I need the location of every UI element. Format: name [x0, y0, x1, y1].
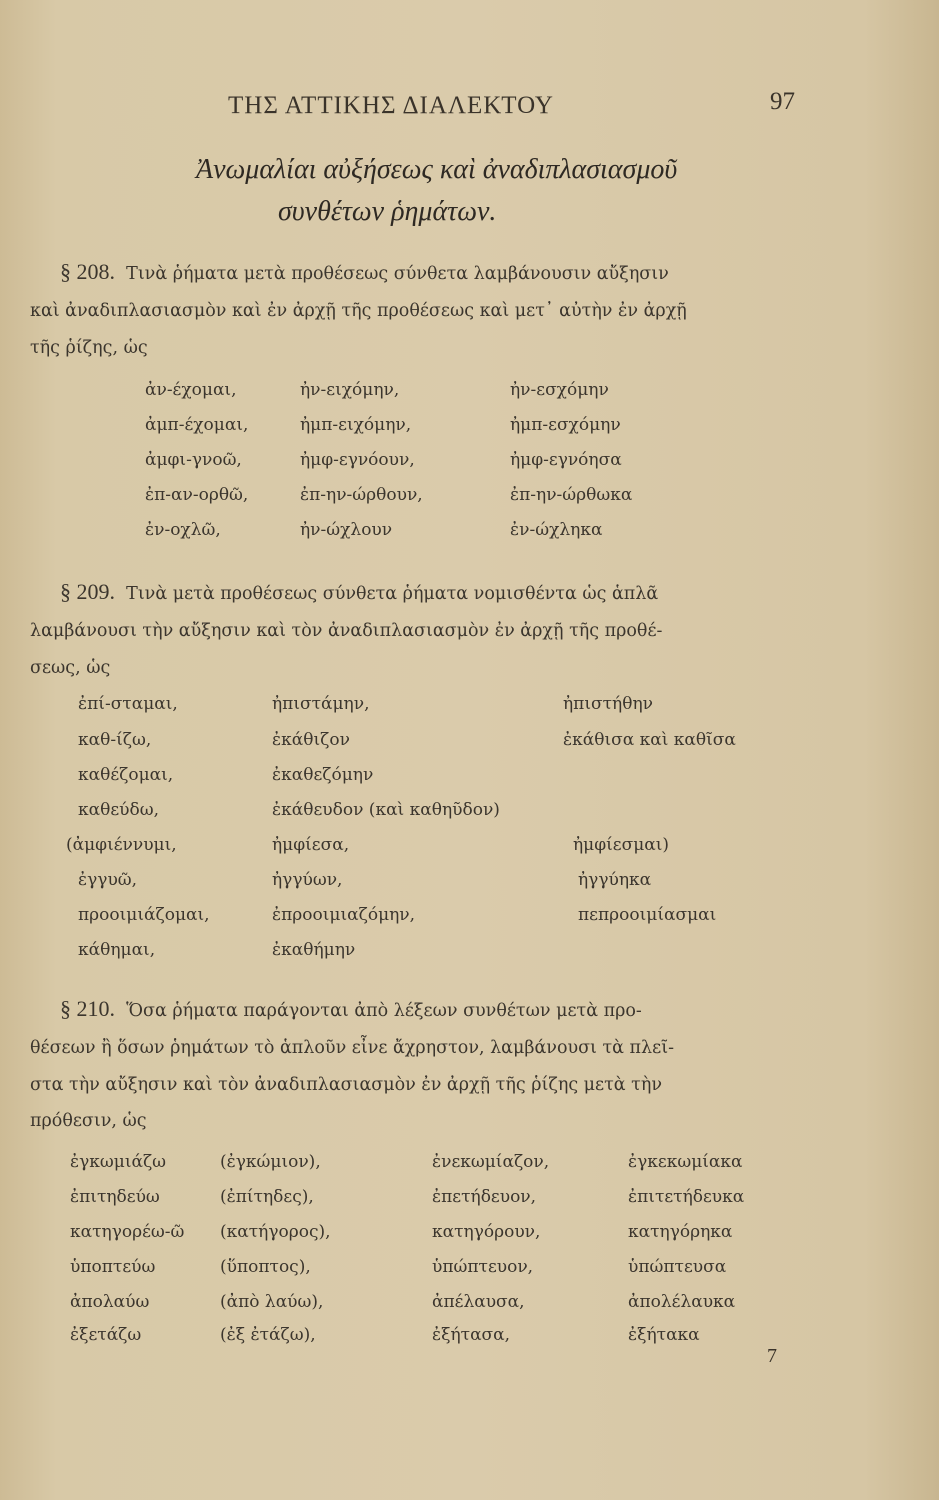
s209-r1-c2: ἠπιστάμην,	[272, 694, 370, 714]
s209-r4-c1: καθεύδω,	[78, 800, 159, 820]
s209-r3-c2: ἐκαθεζόμην	[272, 765, 374, 785]
section-209-line-2: λαμβάνουσι τὴν αὔξησιν καὶ τὸν ἀναδιπλασιασμὸν ἐν ἀρχῇ τῆς προθέ-	[30, 621, 663, 641]
s210-r1-c2: (ἐγκώμιον),	[220, 1152, 321, 1172]
s208-r5-c1: ἐν-οχλῶ,	[145, 520, 221, 540]
s210-r6-c2: (ἐξ ἐτάζω),	[220, 1325, 316, 1345]
section-209-mark: § 209.	[60, 579, 115, 604]
s209-r6-c1: ἐγγυῶ,	[78, 870, 138, 890]
s209-r5-c2: ἠμφίεσα,	[272, 835, 350, 855]
s208-r1-c2: ἠν-ειχόμην,	[300, 380, 400, 400]
s209-r4-c2: ἐκάθευδον (καὶ καθηῦδον)	[272, 800, 500, 820]
s210-r1-c3: ἐνεκωμίαζον,	[432, 1152, 550, 1172]
section-208-line-2: καὶ ἀναδιπλασιασμὸν καὶ ἐν ἀρχῇ τῆς προθέσεως καὶ μετ᾽ αὐτὴν ἐν ἀρχῇ	[30, 301, 687, 321]
s210-r3-c1: κατηγορέω-ῶ	[70, 1222, 185, 1242]
s210-r2-c3: ἐπετήδευον,	[432, 1187, 537, 1207]
s210-r1-c1: ἐγκωμιάζω	[70, 1152, 167, 1172]
s210-r2-c2: (ἐπίτηδες),	[220, 1187, 314, 1207]
chapter-title-line-2: συνθέτων ῥημάτων.	[278, 196, 497, 227]
s210-r3-c3: κατηγόρουν,	[432, 1222, 541, 1242]
s208-r1-c3: ἠν-εσχόμην	[510, 380, 609, 400]
section-208-mark: § 208.	[60, 259, 115, 284]
s209-r7-c1: προοιμιάζομαι,	[78, 905, 210, 925]
s210-r2-c1: ἐπιτηδεύω	[70, 1187, 160, 1207]
s209-r5-c1: (ἀμφιέννυμι,	[66, 835, 177, 855]
s208-r1-c1: ἀν-έχομαι,	[145, 380, 237, 400]
section-210-line-1: § 210. Ὅσα ῥήματα παράγονται ἀπὸ λέξεων συνθέτων μετὰ προ-	[60, 996, 642, 1021]
section-210-line-3: στα τὴν αὔξησιν καὶ τὸν ἀναδιπλασιασμὸν ἐν ἀρχῇ τῆς ῥίζης μετὰ τὴν	[30, 1075, 662, 1095]
s208-r2-c1: ἀμπ-έχομαι,	[145, 415, 249, 435]
signature-number: 7	[767, 1345, 777, 1367]
s210-r3-c4: κατηγόρηκα	[628, 1222, 733, 1242]
s210-r5-c2: (ἀπὸ λαύω),	[220, 1292, 324, 1312]
s208-r4-c1: ἐπ-αν-ορθῶ,	[145, 485, 249, 505]
s210-r6-c1: ἐξετάζω	[70, 1325, 142, 1345]
section-209-line-3: σεως, ὡς	[30, 658, 111, 678]
s210-r1-c4: ἐγκεκωμίακα	[628, 1152, 743, 1172]
section-210-mark: § 210.	[60, 996, 115, 1021]
s210-r5-c1: ἀπολαύω	[70, 1292, 150, 1312]
s208-r3-c1: ἀμφι-γνοῶ,	[145, 450, 242, 470]
s210-r6-c3: ἐξήτασα,	[432, 1325, 511, 1345]
s210-r5-c3: ἀπέλαυσα,	[432, 1292, 525, 1312]
section-208-line-3: τῆς ῥίζης, ὡς	[30, 338, 148, 358]
s208-r4-c3: ἐπ-ην-ώρθωκα	[510, 485, 633, 505]
s209-r8-c2: ἐκαθήμην	[272, 940, 356, 960]
s208-r2-c2: ἠμπ-ειχόμην,	[300, 415, 412, 435]
s210-r4-c4: ὑπώπτευσα	[628, 1257, 727, 1277]
s209-r2-c3: ἐκάθισα καὶ καθῖσα	[563, 730, 736, 750]
s208-r3-c3: ἠμφ-εγνόησα	[510, 450, 622, 470]
s209-r2-c2: ἐκάθιζον	[272, 730, 350, 750]
s210-r5-c4: ἀπολέλαυκα	[628, 1292, 736, 1312]
page-number: 97	[770, 88, 795, 115]
s210-r4-c3: ὑπώπτευον,	[432, 1257, 534, 1277]
s209-r2-c1: καθ-ίζω,	[78, 730, 152, 750]
s210-r4-c1: ὑποπτεύω	[70, 1257, 156, 1277]
s209-r6-c2: ἠγγύων,	[272, 870, 343, 890]
section-209-line-1: § 209. Τινὰ μετὰ προθέσεως σύνθετα ῥήματα νομισθέντα ὡς ἁπλᾶ	[60, 579, 659, 604]
s210-r3-c2: (κατήγορος),	[220, 1222, 331, 1242]
s209-r8-c1: κάθημαι,	[78, 940, 156, 960]
s210-r4-c2: (ὕποπτος),	[220, 1257, 311, 1277]
s208-r5-c2: ἠν-ώχλουν	[300, 520, 393, 540]
section-210-line-2: θέσεων ἢ ὅσων ῥημάτων τὸ ἁπλοῦν εἶνε ἄχρηστον, λαμβάνουσι τὰ πλεῖ-	[30, 1038, 674, 1058]
s210-r2-c4: ἐπιτετήδευκα	[628, 1187, 745, 1207]
s208-r4-c2: ἐπ-ην-ώρθουν,	[300, 485, 423, 505]
s208-r5-c3: ἐν-ώχληκα	[510, 520, 603, 540]
s209-r3-c1: καθέζομαι,	[78, 765, 174, 785]
section-208-line-1: § 208. Τινὰ ῥήματα μετὰ προθέσεως σύνθετα λαμβάνουσιν αὔξησιν	[60, 259, 669, 284]
s208-r2-c3: ἠμπ-εσχόμην	[510, 415, 621, 435]
s209-r5-c3: ἠμφίεσμαι)	[573, 835, 670, 855]
s208-r3-c2: ἠμφ-εγνόουν,	[300, 450, 415, 470]
s209-r7-c2: ἐπροοιμιαζόμην,	[272, 905, 416, 925]
s210-r6-c4: ἐξήτακα	[628, 1325, 700, 1345]
s209-r1-c1: ἐπί-σταμαι,	[78, 694, 178, 714]
chapter-title-line-1: Ἀνωμαλίαι αὐξήσεως καὶ ἀναδιπλασιασμοῦ	[196, 154, 678, 185]
section-210-line-4: πρόθεσιν, ὡς	[30, 1111, 147, 1131]
s209-r7-c3: πεπροοιμίασμαι	[578, 905, 717, 925]
s209-r1-c3: ἠπιστήθην	[563, 694, 653, 714]
s209-r6-c3: ἠγγύηκα	[578, 870, 652, 890]
running-header: ΤΗΣ ΑΤΤΙΚΗΣ ΔΙΑΛΕΚΤΟΥ	[228, 92, 554, 119]
